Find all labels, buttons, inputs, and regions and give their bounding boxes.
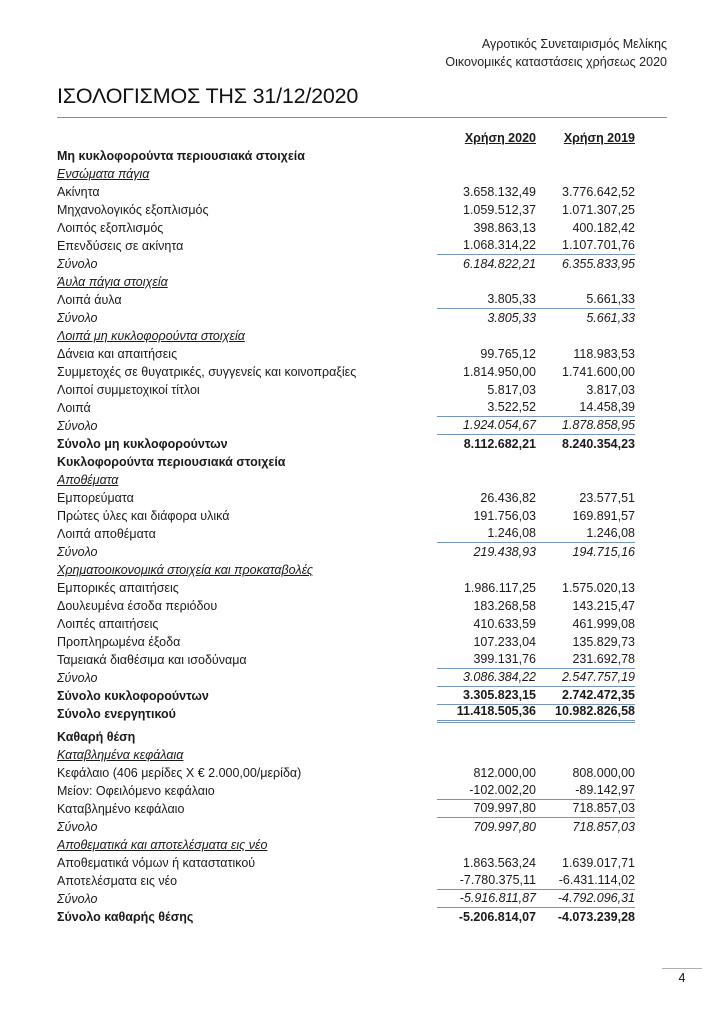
row-values [437,525,635,543]
row-label: Σύνολο [57,892,98,906]
table-row [57,291,667,309]
column-headers [437,130,635,147]
row-label: Σύνολο καθαρής θέσης [57,910,194,924]
row-label: Καθαρή θέση [57,730,136,744]
row-label: Καταβλημένο κεφάλαιο [57,802,185,816]
value-2020: 1.059.512,37 [463,203,536,217]
value-2020: 1.068.314,22 [463,238,536,252]
value-2020: 410.633,59 [473,617,536,631]
row-label: Μη κυκλοφορούντα περιουσιακά στοιχεία [57,149,305,163]
row-label: Σύνολο [57,257,98,271]
title-divider [57,117,667,118]
row-label: Λοιπές απαιτήσεις [57,617,159,631]
row-values [437,220,635,237]
row-values [437,399,635,417]
row-label: Σύνολο [57,419,98,433]
value-2019: 1.575.020,13 [562,581,635,595]
value-2019: 1.246,08 [586,526,635,540]
value-2020: 1.863.563,24 [463,856,536,870]
row-values [437,782,635,800]
value-2019: 8.240.354,23 [562,437,635,451]
row-values [437,382,635,399]
value-2020: 107.233,04 [473,635,536,649]
table-row [57,237,667,255]
value-2019: 1.741.600,00 [562,365,635,379]
value-2019: 3.776.642,52 [562,185,635,199]
table-row [57,854,667,872]
org-name: Αγροτικός Συνεταιρισμός Μελίκης [481,37,667,51]
table-row [57,489,667,507]
value-2019: 143.215,47 [572,599,635,613]
row-values [437,490,635,507]
column-header-2019: Χρήση 2019 [563,131,635,145]
table-row [57,800,667,818]
value-2020: 183.268,58 [473,599,536,613]
value-2020: 709.997,80 [473,820,536,834]
row-values [437,310,635,327]
value-2019: 169.891,57 [572,509,635,523]
table-row [57,890,667,908]
value-2020: 26.436,82 [480,491,536,505]
table-row [57,705,667,723]
value-2020: 8.112.682,21 [463,437,536,451]
balance-sheet-table [57,129,667,926]
table-row [57,908,667,926]
table-row [57,651,667,669]
row-label: Αποτελέσματα εις νέο [57,874,178,888]
row-values [437,855,635,872]
row-label: Μείον: Οφειλόμενο κεφάλαιο [57,784,215,798]
table-row [57,818,667,836]
table-row [57,782,667,800]
column-header-2020: Χρήση 2020 [464,131,536,145]
value-2019: 23.577,51 [579,491,635,505]
value-2019: 2.742.472,35 [562,688,635,702]
row-label: Λοιπά αποθέματα [57,527,156,541]
value-2019: -6.431.114,02 [558,873,635,887]
row-values [437,508,635,525]
row-label: Συμμετοχές σε θυγατρικές, συγγενείς και κοινοπραξίες [57,365,357,379]
value-2019: 194.715,16 [572,545,635,559]
row-label: Χρηματοοικονομικά στοιχεία και προκαταβολές [57,563,313,577]
table-row [57,201,667,219]
row-values [437,544,635,561]
row-values [437,346,635,363]
value-2019: 718.857,03 [572,801,635,815]
value-2019: 5.661,33 [586,311,635,325]
value-2020: -7.780.375,11 [459,873,536,887]
table-row [57,453,667,471]
table-row [57,471,667,489]
table-row [57,525,667,543]
value-2020: 99.765,12 [480,347,536,361]
row-values [437,291,635,309]
footer-divider [662,968,702,969]
value-2020: 1.986.117,25 [463,581,536,595]
row-label: Καταβλημένα κεφάλαια [57,748,184,762]
row-label: Επενδύσεις σε ακίνητα [57,239,184,253]
table-row [57,399,667,417]
value-2019: 461.999,08 [572,617,635,631]
row-label: Ενσώματα πάγια [57,167,150,181]
row-label: Άυλα πάγια στοιχεία [57,275,168,289]
value-2020: 6.184.822,21 [463,257,536,271]
value-2019: 3.817,03 [586,383,635,397]
row-values [437,800,635,818]
page-title: ΙΣΟΛΟΓΙΣΜΟΣ ΤΗΣ 31/12/2020 [57,84,359,108]
table-row [57,543,667,561]
row-values [437,909,635,926]
row-values [437,616,635,633]
table-row [57,615,667,633]
row-label: Λοιποί συμμετοχικοί τίτλοι [57,383,200,397]
value-2020: -102.002,20 [469,783,536,797]
table-row [57,633,667,651]
value-2020: 5.817,03 [487,383,536,397]
value-2019: 808.000,00 [572,766,635,780]
row-values [437,634,635,651]
value-2019: -4.792.096,31 [557,891,635,905]
row-label: Ακίνητα [57,185,100,199]
value-2019: 231.692,78 [572,652,635,666]
value-2020: 3.305.823,15 [463,688,536,702]
row-values [437,256,635,273]
row-label: Σύνολο κυκλοφορούντων [57,689,209,703]
table-row [57,507,667,525]
row-values [437,364,635,381]
row-label: Λοιπά άυλα [57,293,122,307]
table-row [57,746,667,764]
value-2019: 1.639.017,71 [562,856,635,870]
value-2019: 6.355.833,95 [562,257,635,271]
table-row [57,363,667,381]
row-values [437,872,635,890]
row-values [437,765,635,782]
table-row [57,273,667,291]
document-header [445,36,667,71]
table-row [57,597,667,615]
table-row [57,147,667,165]
row-label: Ταμειακά διαθέσιμα και ισοδύναμα [57,653,247,667]
table-row [57,836,667,854]
row-label: Σύνολο [57,820,98,834]
row-label: Πρώτες ύλες και διάφορα υλικά [57,509,230,523]
value-2020: 3.086.384,22 [463,670,536,684]
value-2020: 3.805,33 [487,292,536,306]
row-label: Κεφάλαιο (406 μερίδες Χ € 2.000,00/μερίδα) [57,766,302,780]
table-row [57,669,667,687]
row-label: Δάνεια και απαιτήσεις [57,347,178,361]
table-row [57,561,667,579]
value-2020: 191.756,03 [473,509,536,523]
row-values [437,436,635,453]
table-row [57,764,667,782]
table-row [57,872,667,890]
row-label: Αποθεματικά και αποτελέσματα εις νέο [57,838,268,852]
balance-table-body [57,147,667,926]
value-2020: 3.522,52 [487,400,536,414]
table-row [57,183,667,201]
value-2020: 3.658.132,49 [463,185,536,199]
value-2019: 2.547.757,19 [562,670,635,684]
table-row [57,728,667,746]
table-row [57,309,667,327]
row-label: Εμπορικές απαιτήσεις [57,581,179,595]
value-2020: 1.814.950,00 [463,365,536,379]
value-2020: 709.997,80 [473,801,536,815]
table-row [57,327,667,345]
value-2019: 14.458,39 [579,400,635,414]
row-values [437,703,635,723]
table-row [57,219,667,237]
value-2019: 10.982.826,58 [555,704,635,718]
row-label: Προπληρωμένα έξοδα [57,635,181,649]
value-2019: 718.857,03 [572,820,635,834]
table-row [57,345,667,363]
row-label: Σύνολο ενεργητικού [57,707,176,721]
row-label: Σύνολο [57,545,98,559]
row-label: Σύνολο [57,671,98,685]
value-2020: 399.131,76 [473,652,536,666]
row-label: Σύνολο [57,311,98,325]
value-2020: 11.418.505,36 [456,704,536,718]
table-row [57,255,667,273]
value-2020: 1.246,08 [487,526,536,540]
value-2020: -5.916.811,87 [459,891,536,905]
row-values [437,184,635,201]
value-2020: 398.863,13 [473,221,536,235]
row-values [437,819,635,836]
table-row [57,435,667,453]
row-values [437,202,635,219]
table-header-row [57,129,667,147]
value-2020: -5.206.814,07 [458,910,536,924]
row-label: Σύνολο μη κυκλοφορούντων [57,437,228,451]
value-2020: 812.000,00 [473,766,536,780]
row-label: Αποθέματα [57,473,119,487]
statement-subtitle: Οικονομικές καταστάσεις χρήσεως 2020 [445,54,667,69]
table-row [57,579,667,597]
table-row [57,165,667,183]
row-values [437,890,635,908]
row-label: Αποθεματικά νόμων ή καταστατικού [57,856,256,870]
row-label: Εμπορεύματα [57,491,134,505]
row-values [437,669,635,687]
value-2020: 3.805,33 [487,311,536,325]
row-label: Δουλευμένα έσοδα περιόδου [57,599,218,613]
row-label: Λοιπά [57,401,91,415]
value-2019: -89.142,97 [575,783,635,797]
value-2019: 118.983,53 [573,347,635,361]
row-values [437,598,635,615]
value-2019: 1.107.701,76 [562,238,635,252]
row-values [437,237,635,255]
value-2019: 135.829,73 [572,635,635,649]
row-values [437,417,635,435]
table-row [57,417,667,435]
page-number: 4 [678,971,686,985]
row-values [437,580,635,597]
value-2019: -4.073.239,28 [557,910,635,924]
value-2020: 219.438,93 [473,545,536,559]
value-2019: 1.878.858,95 [562,418,635,432]
value-2019: 1.071.307,25 [562,203,635,217]
row-label: Λοιπά μη κυκλοφορούντα στοιχεία [57,329,245,343]
value-2019: 400.182,42 [572,221,635,235]
value-2020: 1.924.054,67 [463,418,536,432]
value-2019: 5.661,33 [586,292,635,306]
row-label: Μηχανολογικός εξοπλισμός [57,203,209,217]
row-values [437,651,635,669]
row-label: Κυκλοφορούντα περιουσιακά στοιχεία [57,455,286,469]
row-label: Λοιπός εξοπλισμός [57,221,164,235]
table-row [57,381,667,399]
